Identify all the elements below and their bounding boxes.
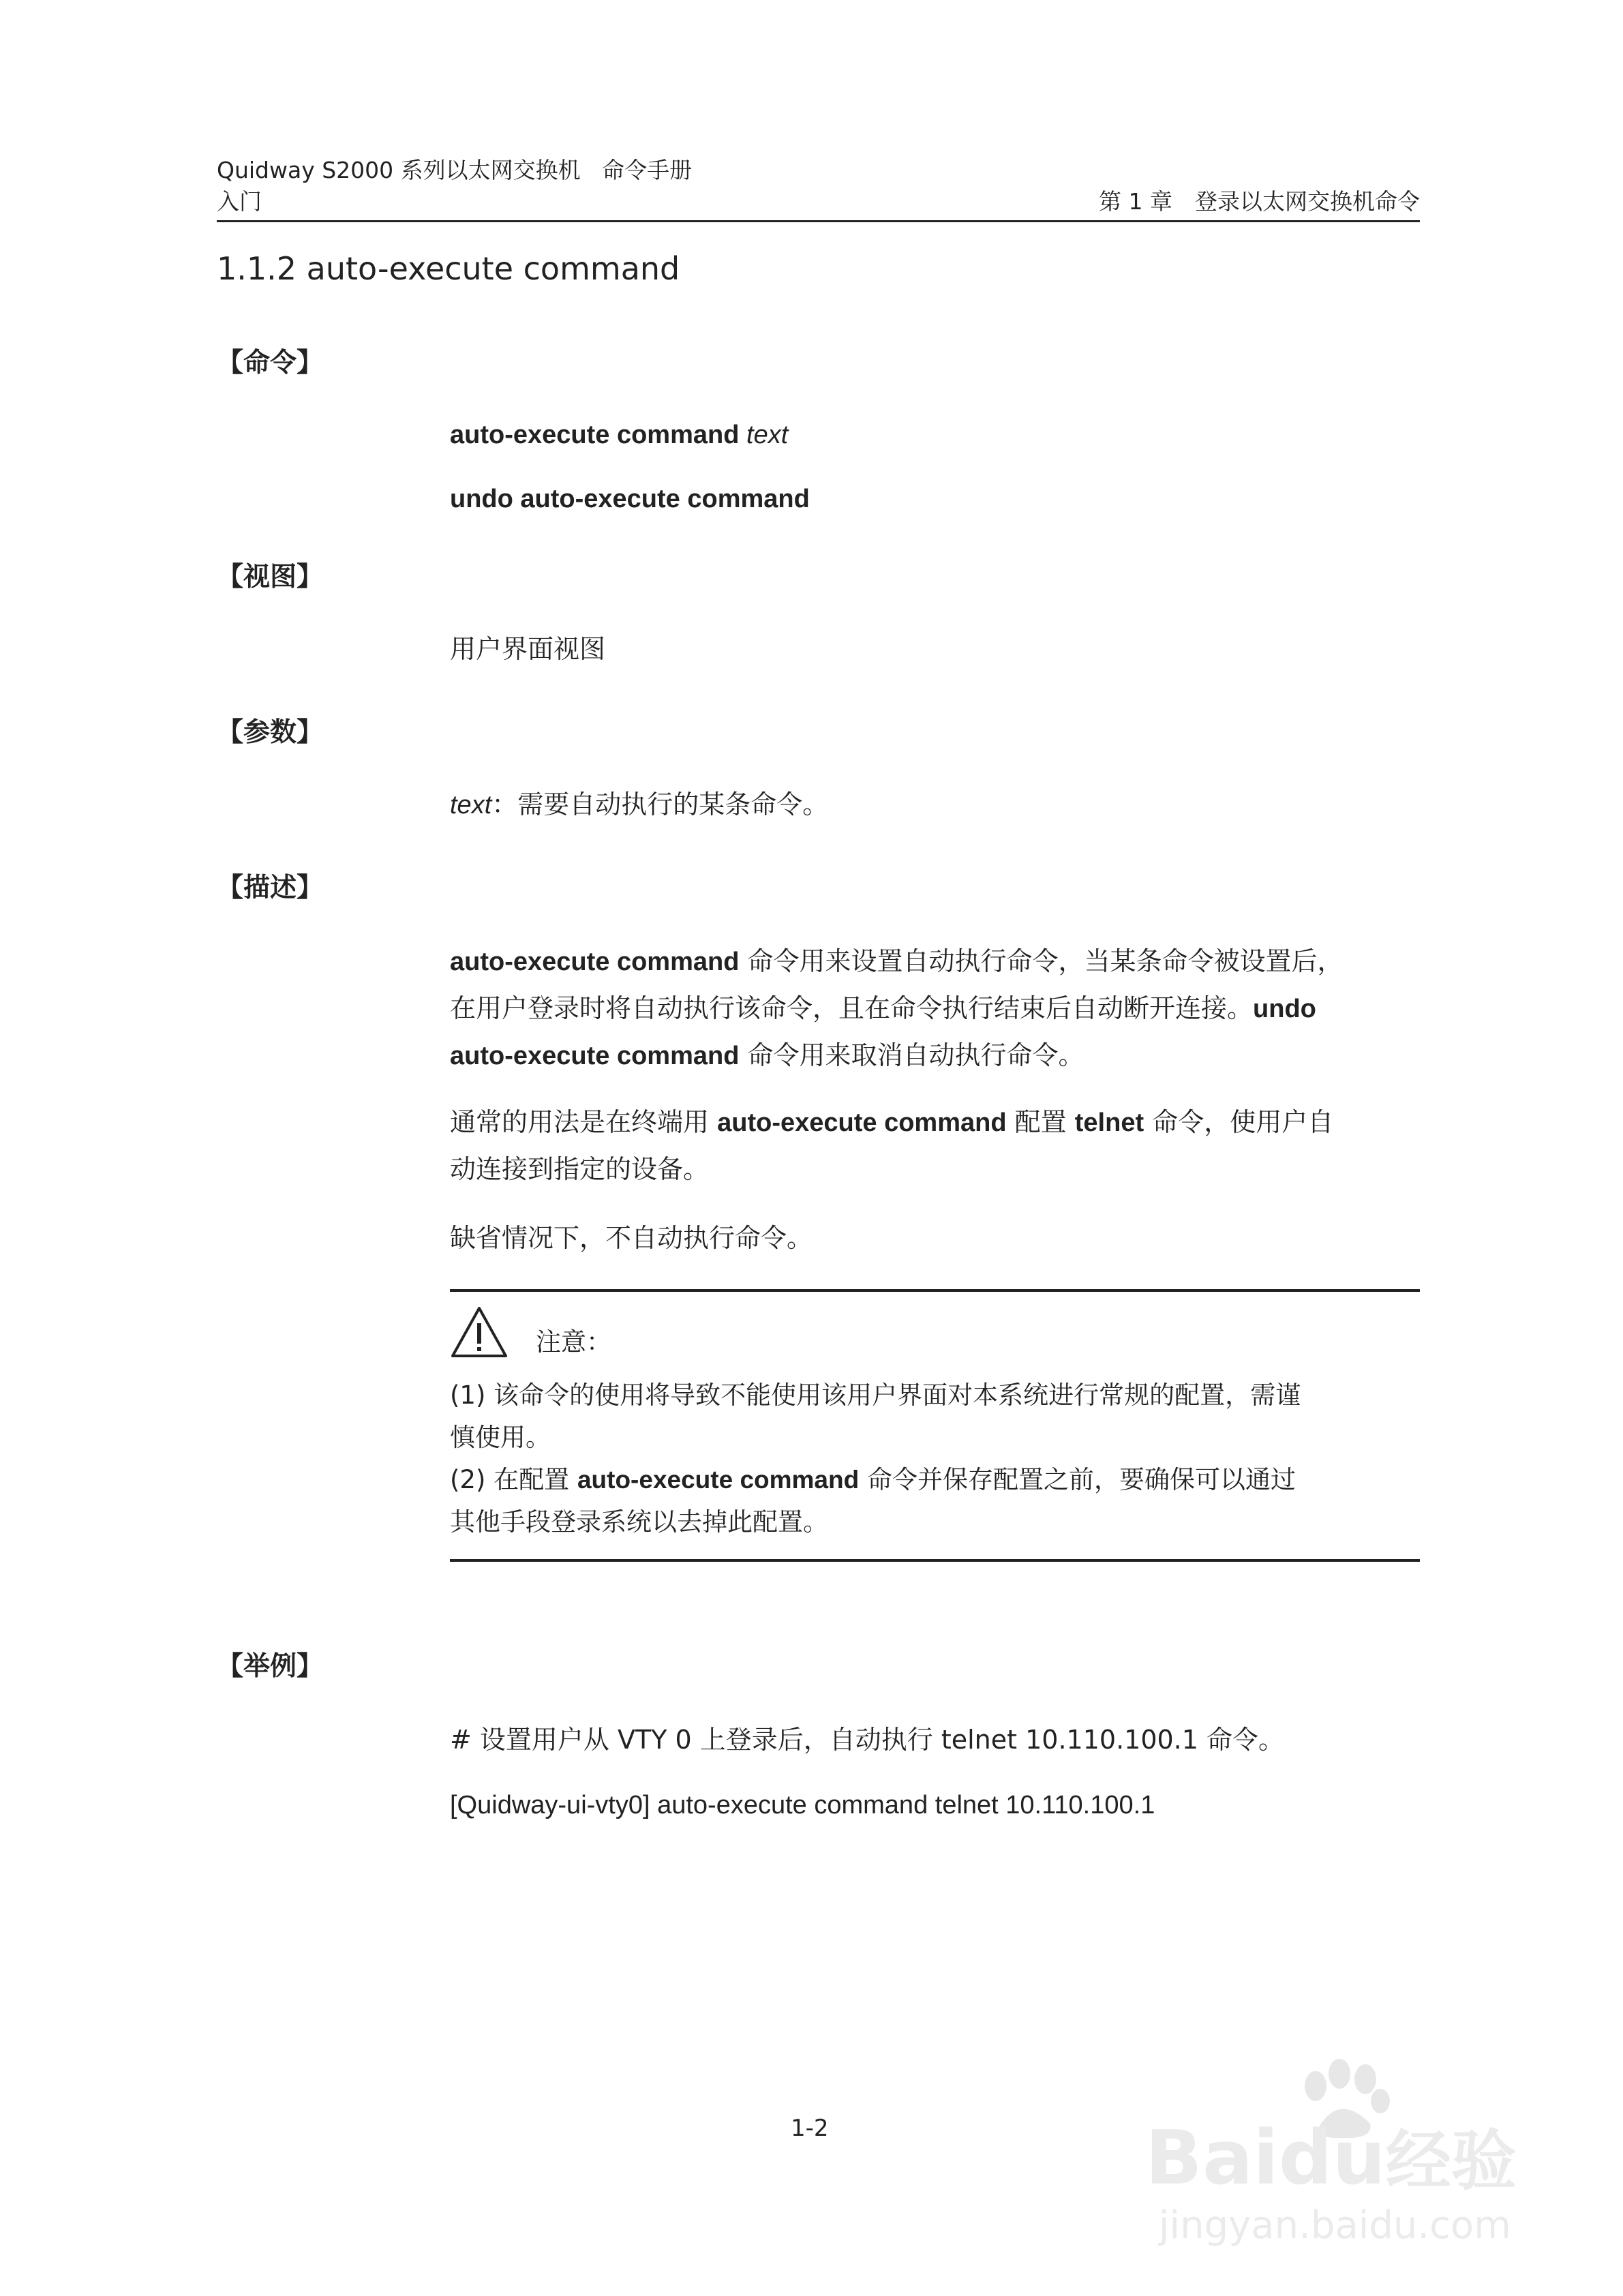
header-section: 入门 (217, 188, 262, 215)
warning-icon (450, 1305, 509, 1359)
view-text: 用户界面视图 (450, 634, 606, 664)
header-rule (217, 220, 1420, 222)
params-label: 【参数】 (217, 717, 324, 748)
command-undo-syntax: undo auto-execute command (450, 485, 810, 513)
baidu-watermark: Baidu经验 jingyan.baidu.com (1145, 2059, 1554, 2263)
view-label: 【视图】 (217, 562, 324, 592)
desc-paragraph-3: 缺省情况下，不自动执行命令。 (450, 1223, 813, 1253)
note-top-rule (450, 1289, 1420, 1292)
header-product: Quidway S2000 系列以太网交换机 命令手册 (217, 157, 693, 183)
note-title: 注意： (536, 1327, 611, 1357)
note-item-2: (2) 在配置 auto-execute command 命令并保存配置之前，要确保可以通过 其他手段登录系统以去掉此配置。 (450, 1465, 1296, 1537)
example-label: 【举例】 (217, 1651, 324, 1682)
param-text: text：需要自动执行的某条命令。 (450, 789, 829, 819)
header-chapter: 第 1 章 登录以太网交换机命令 (1099, 188, 1420, 215)
example-code: [Quidway-ui-vty0] auto-execute command telnet 10.110.100.1 (450, 1791, 1155, 1819)
command-syntax: auto-execute command text (450, 421, 789, 449)
note-bottom-rule (450, 1559, 1420, 1562)
desc-paragraph-2: 通常的用法是在终端用 auto-execute command 配置 telnet 命令，使用户自 动连接到指定的设备。 (450, 1107, 1334, 1184)
section-title: 1.1.2 auto-execute command (217, 250, 680, 287)
note-item-1: (1) 该命令的使用将导致不能使用该用户界面对本系统进行常规的配置，需谨 慎使用。 (450, 1380, 1301, 1452)
example-comment: # 设置用户从 VTY 0 上登录后，自动执行 telnet 10.110.100.1 命令。 (450, 1725, 1285, 1755)
command-label: 【命令】 (217, 348, 324, 378)
desc-label: 【描述】 (217, 873, 324, 903)
desc-paragraph-1: auto-execute command 命令用来设置自动执行命令，当某条命令被设置后， 在用户登录时将自动执行该命令，且在命令执行结束后自动断开连接。undo auto-execute command 命令用来取消自动执行命令。 (450, 946, 1344, 1070)
page-number: 1-2 (791, 2115, 829, 2142)
